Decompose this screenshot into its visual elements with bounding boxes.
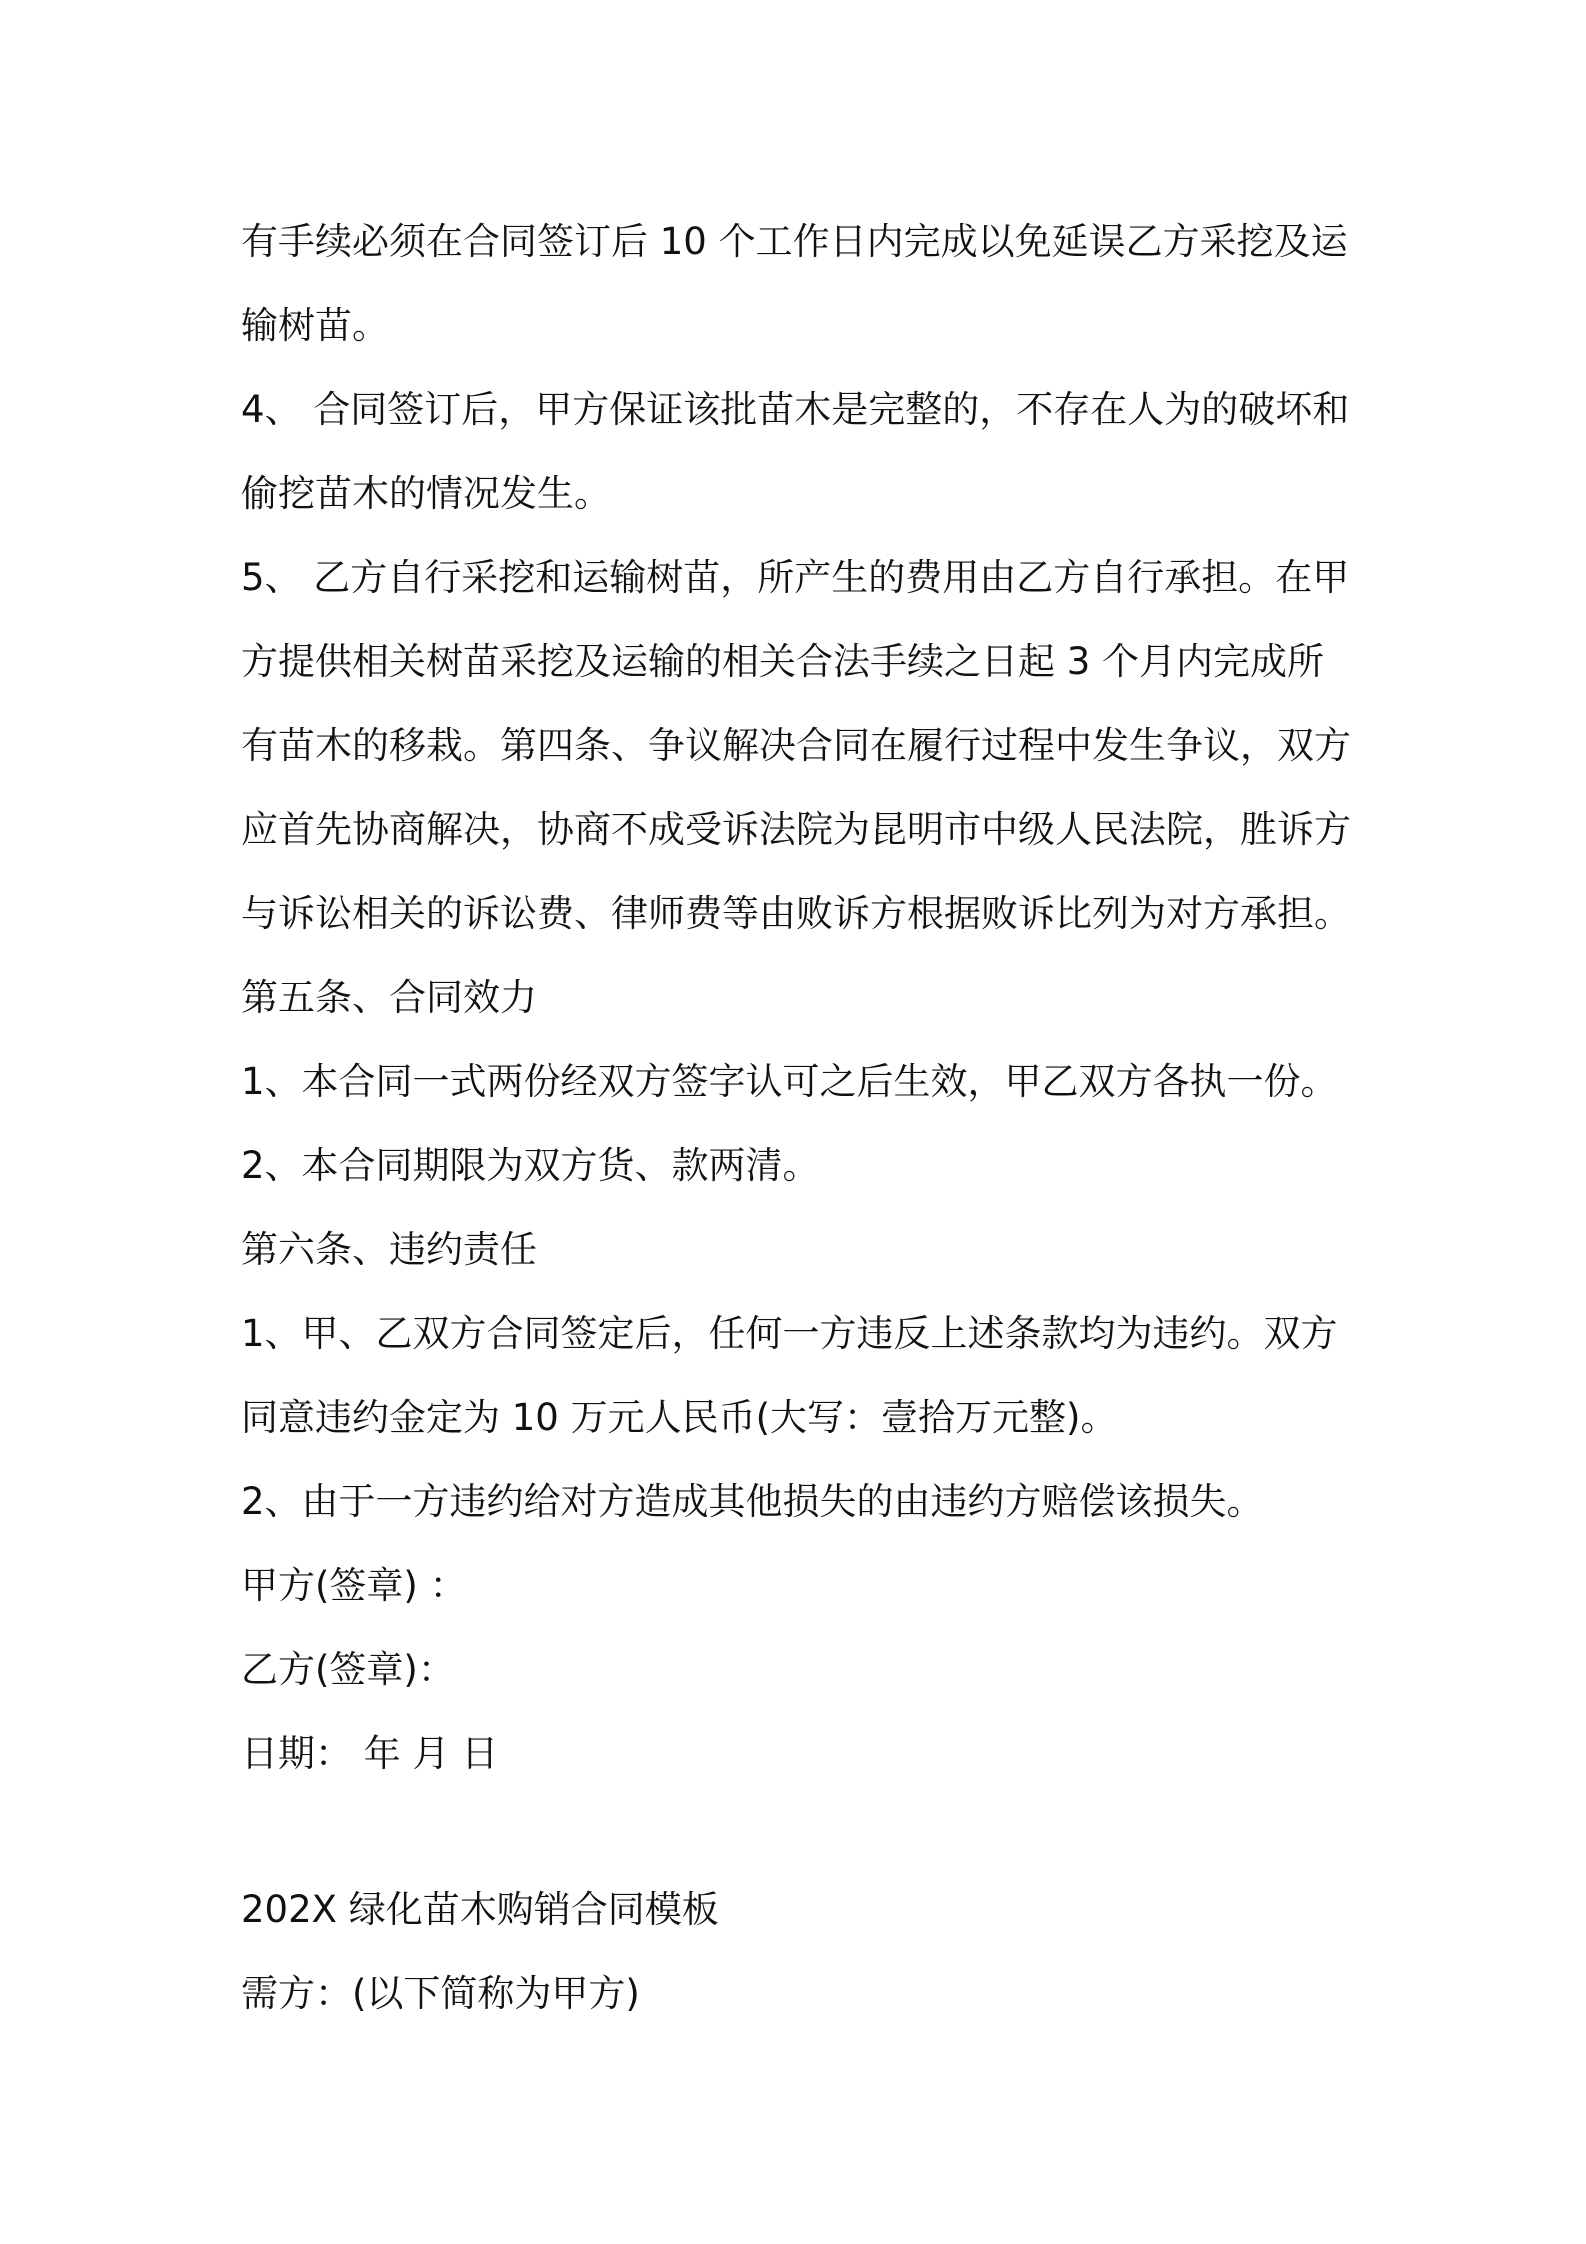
clause-4-line-2: 偷挖苗木的情况发生。 (241, 472, 611, 515)
next-contract-title: 202X 绿化苗木购销合同模板 (241, 1888, 719, 1931)
article-5-item-2: 2、本合同期限为双方货、款两清。 (241, 1144, 820, 1187)
body-line-1: 有手续必须在合同签订后 10 个工作日内完成以免延误乙方采挖及运 (241, 220, 1348, 263)
party-a-signature: 甲方(签章) ： (241, 1564, 467, 1607)
clause-5-line-5: 与诉讼相关的诉讼费、律师费等由败诉方根据败诉比列为对方承担。 (241, 892, 1351, 935)
article-6-heading: 第六条、违约责任 (241, 1228, 537, 1271)
article-6-item-2: 2、由于一方违约给对方造成其他损失的由违约方赔偿该损失。 (241, 1480, 1264, 1523)
body-line-2: 输树苗。 (241, 304, 389, 347)
article-5-item-1: 1、本合同一式两份经双方签字认可之后生效，甲乙双方各执一份。 (241, 1060, 1338, 1103)
signature-date: 日期： 年 月 日 (241, 1732, 499, 1775)
party-b-signature: 乙方(签章)： (241, 1648, 455, 1691)
contract-body (241, 200, 1361, 1796)
clause-5-line-1: 5、 乙方自行采挖和运输树苗，所产生的费用由乙方自行承担。在甲 (241, 556, 1350, 599)
article-6-item-1-line-1: 1、甲、乙双方合同签定后，任何一方违反上述条款均为违约。双方 (241, 1312, 1338, 1355)
next-contract-block (241, 1868, 1361, 2036)
article-6-item-1-line-2: 同意违约金定为 10 万元人民币(大写：壹拾万元整)。 (241, 1396, 1118, 1439)
clause-5-line-4: 应首先协商解决，协商不成受诉法院为昆明市中级人民法院，胜诉方 (241, 808, 1351, 851)
clause-5-line-2: 方提供相关树苗采挖及运输的相关合法手续之日起 3 个月内完成所 (241, 640, 1325, 683)
clause-5-line-3: 有苗木的移栽。第四条、争议解决合同在履行过程中发生争议，双方 (241, 724, 1351, 767)
buyer-line: 需方：(以下简称为甲方) (241, 1972, 640, 2015)
article-5-heading: 第五条、合同效力 (241, 976, 537, 1019)
clause-4-line-1: 4、 合同签订后，甲方保证该批苗木是完整的，不存在人为的破坏和 (241, 388, 1350, 431)
